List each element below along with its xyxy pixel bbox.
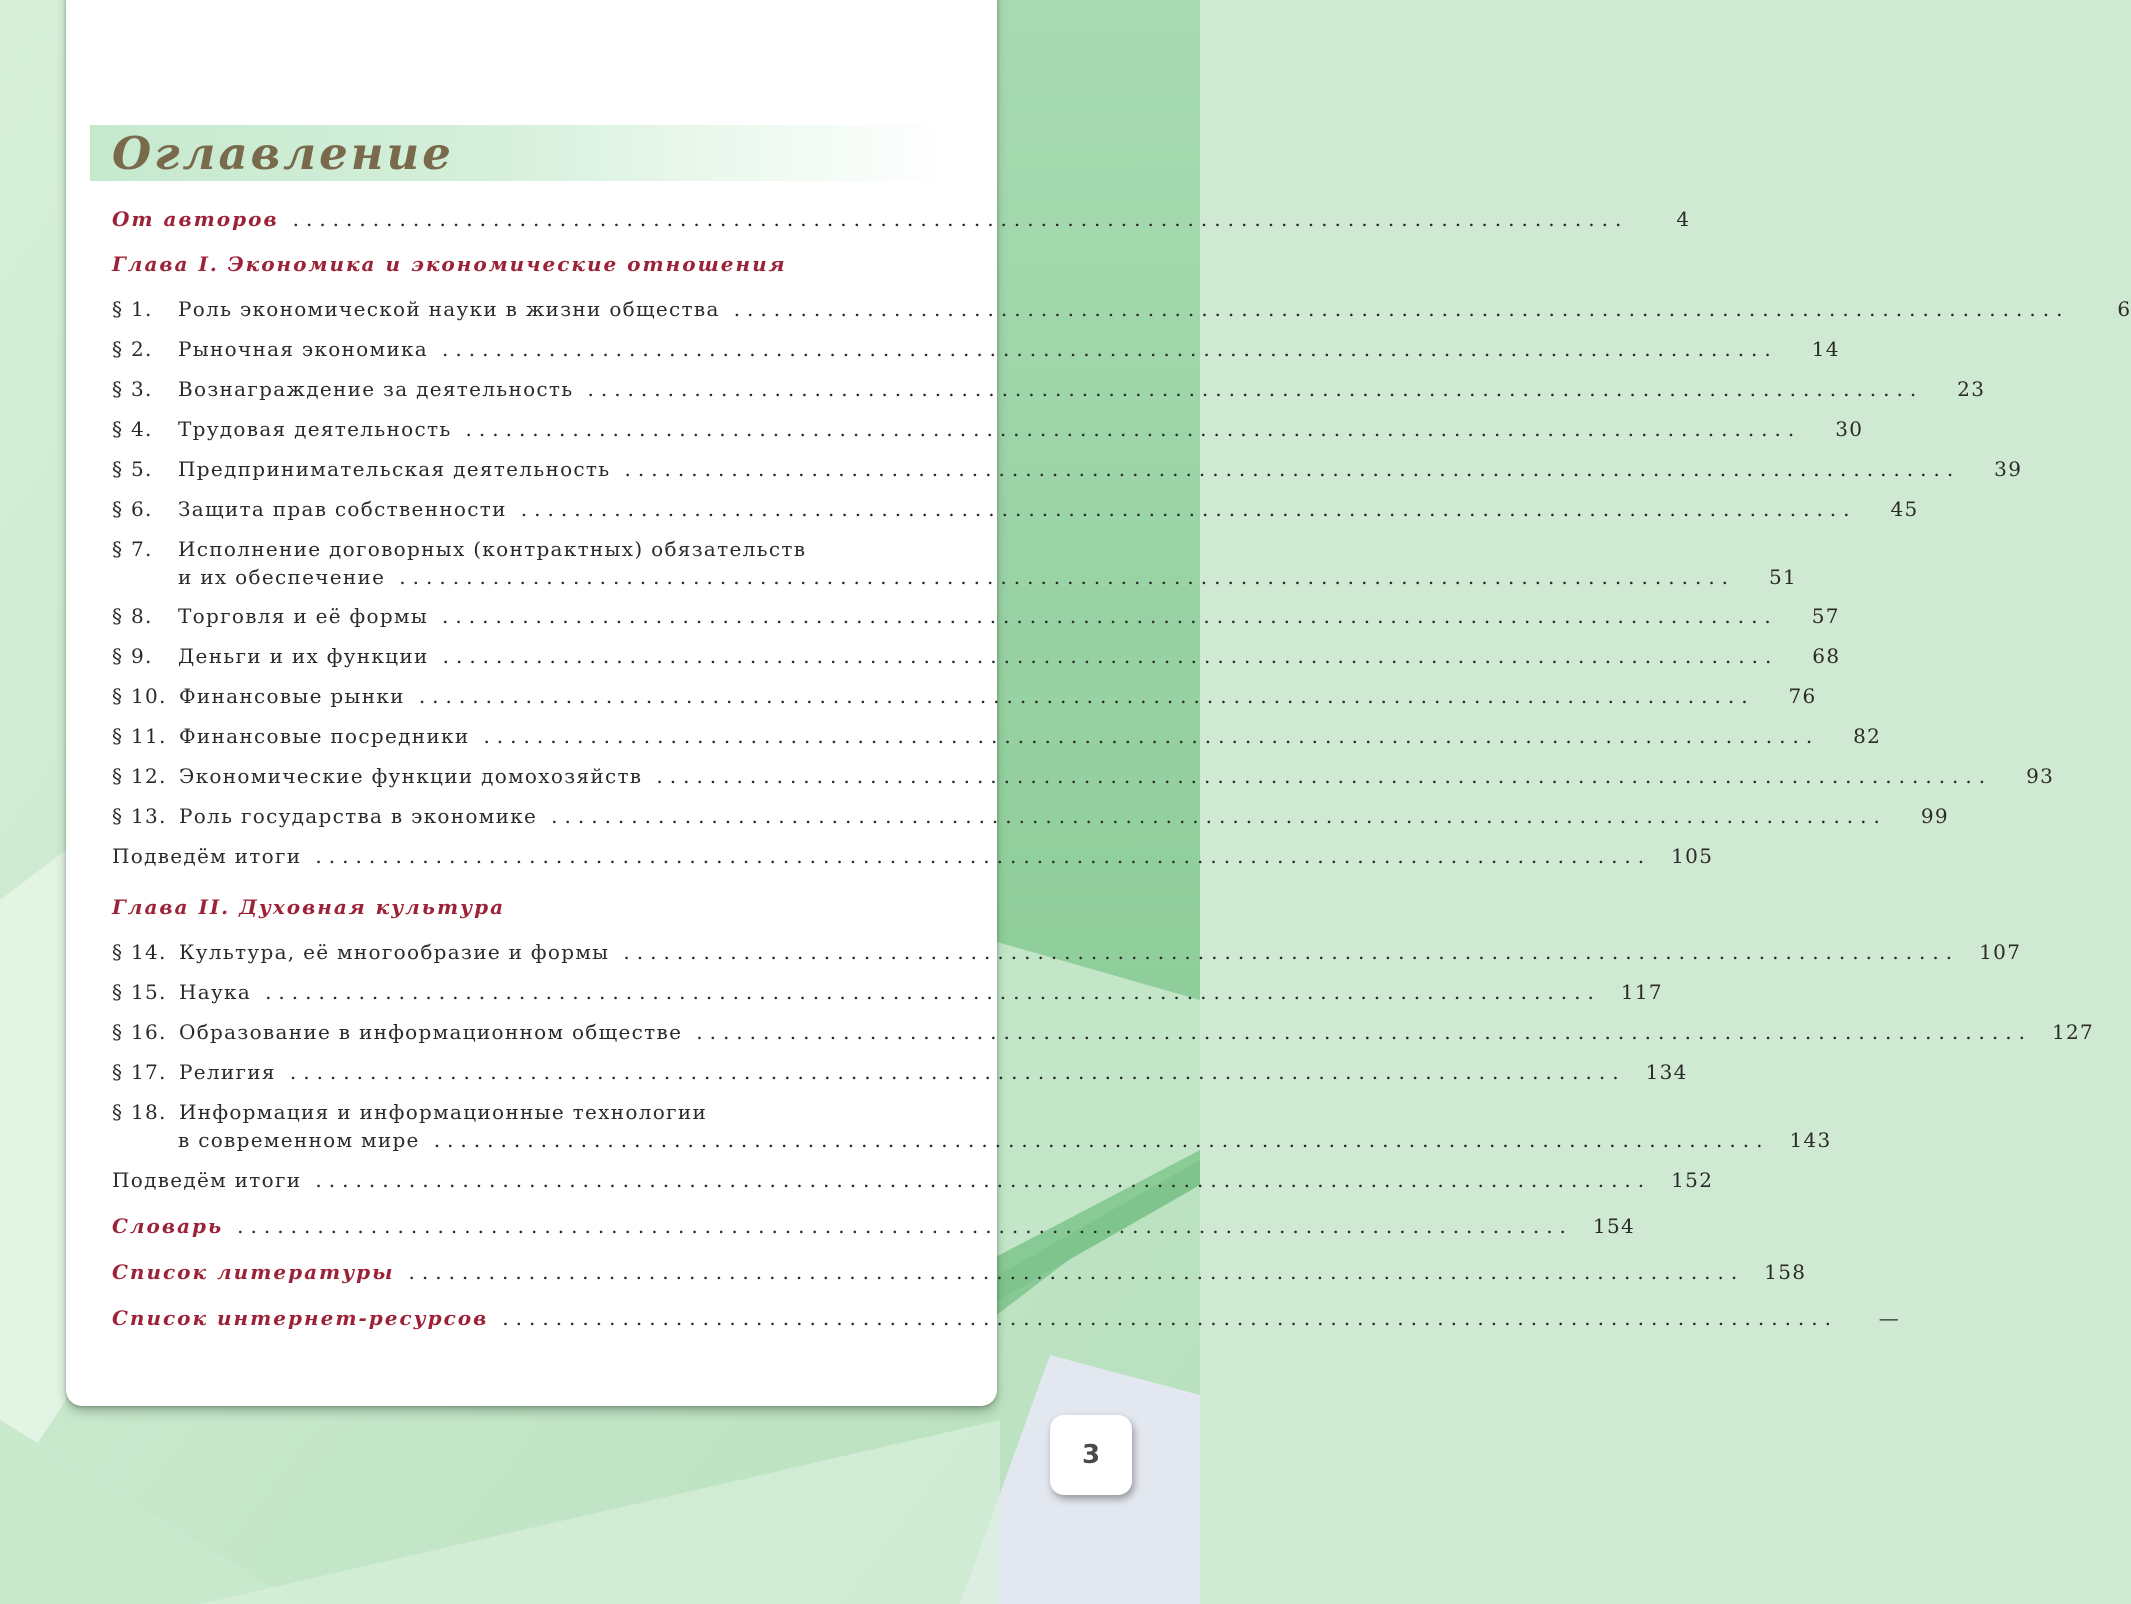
dot-leader: ....................................................................................................: [399, 565, 1736, 589]
page-ref: 105: [1671, 844, 1714, 868]
section-number: § 2.: [112, 337, 153, 361]
entry-title: Исполнение договорных (контрактных) обязательств: [178, 537, 807, 561]
entry-title: Экономические функции домохозяйств: [179, 764, 643, 788]
page-ref: 152: [1671, 1168, 1714, 1192]
toc-entry-p2[interactable]: [112, 335, 1840, 363]
entry-title: Наука: [179, 980, 252, 1004]
page-ref: 143: [1789, 1128, 1832, 1152]
page-ref: 23: [1957, 377, 1986, 401]
toc-entry-summary-1[interactable]: [112, 842, 1714, 870]
toc-entry-p12[interactable]: [112, 762, 2055, 790]
toc-entry-p13[interactable]: [112, 802, 1949, 830]
dot-leader: ....................................................................................................: [418, 684, 1755, 708]
section-number: § 4.: [112, 417, 153, 441]
dot-leader: ....................................................................................................: [289, 1060, 1626, 1084]
toc-entry-p5[interactable]: [112, 455, 2023, 483]
toc-entry-p9[interactable]: [112, 642, 1841, 670]
entry-title: Подведём итоги: [112, 844, 302, 868]
dot-leader: ....................................................................................................: [465, 417, 1802, 441]
section-number: § 7.: [112, 537, 153, 561]
section-number: § 10.: [112, 684, 167, 708]
toc-entry-from-authors[interactable]: [112, 205, 1691, 233]
toc-entry-p10[interactable]: [112, 682, 1817, 710]
page-ref: 57: [1811, 604, 1840, 628]
toc-entry-summary-2[interactable]: [112, 1166, 1714, 1194]
entry-title: Деньги и их функции: [178, 644, 429, 668]
toc-entry-p15[interactable]: [112, 978, 1663, 1006]
dot-leader: ....................................................................................................: [656, 764, 1993, 788]
section-number: § 15.: [112, 980, 167, 1004]
dot-leader: ....................................................................................................: [408, 1260, 1745, 1284]
section-number: § 13.: [112, 804, 167, 828]
section-number: § 16.: [112, 1020, 167, 1044]
dot-leader: ....................................................................................................: [696, 1020, 2032, 1044]
page-ref: 30: [1835, 417, 1864, 441]
toc-entry-internet-resources[interactable]: [112, 1304, 1901, 1332]
entry-title: Торговля и её формы: [178, 604, 429, 628]
section-number: § 12.: [112, 764, 167, 788]
toc-entry-p17[interactable]: [112, 1058, 1688, 1086]
section-number: § 6.: [112, 497, 153, 521]
section-number: § 5.: [112, 457, 153, 481]
page-ref: 117: [1620, 980, 1663, 1004]
section-number: § 3.: [112, 377, 153, 401]
entry-title: Роль государства в экономике: [179, 804, 538, 828]
dot-leader: ....................................................................................................: [551, 804, 1887, 828]
section-number: § 18.: [112, 1100, 167, 1124]
entry-title: От авторов: [112, 207, 279, 231]
page-ref: 99: [1920, 804, 1949, 828]
entry-title: Культура, её многообразие и формы: [179, 940, 610, 964]
page-ref: 127: [2051, 1020, 2095, 1044]
entry-title: Финансовые рынки: [179, 684, 405, 708]
section-number: § 17.: [112, 1060, 167, 1084]
section-number: § 14.: [112, 940, 167, 964]
entry-title: Защита прав собственности: [178, 497, 507, 521]
page-ref: 68: [1812, 644, 1841, 668]
toc-entry-p11[interactable]: [112, 722, 1882, 750]
page-ref: 45: [1890, 497, 1919, 521]
dot-leader: ....................................................................................................: [442, 604, 1778, 628]
toc-entry-p3[interactable]: [112, 375, 1986, 403]
chapter-heading-1[interactable]: Глава I. Экономика и экономические отношения: [112, 252, 787, 276]
entry-title: Рыночная экономика: [178, 337, 429, 361]
dot-leader: ....................................................................................................: [442, 644, 1779, 668]
toc-entry-p1[interactable]: [112, 295, 2131, 323]
entry-title: Религия: [179, 1060, 276, 1084]
entry-title: Информация и информационные технологии: [179, 1100, 708, 1124]
page-ref: 158: [1764, 1260, 1807, 1284]
page-ref: 6: [2117, 297, 2131, 321]
entry-title: Роль экономической науки в жизни общества: [178, 297, 720, 321]
toc-entry-p18[interactable]: [112, 1098, 1832, 1154]
page-ref: 93: [2026, 764, 2055, 788]
entry-title: Трудовая деятельность: [178, 417, 452, 441]
page-ref: 107: [1979, 940, 2022, 964]
dot-leader: ....................................................................................................: [315, 844, 1652, 868]
section-number: § 11.: [112, 724, 167, 748]
page-ref: 51: [1768, 565, 1798, 589]
page-ref: 14: [1811, 337, 1840, 361]
dot-leader: ....................................................................................................: [483, 724, 1820, 748]
toc-entry-p8[interactable]: [112, 602, 1840, 630]
dot-leader: ....................................................................................................: [624, 457, 1961, 481]
entry-title: Словарь: [112, 1214, 224, 1238]
toc-entry-glossary[interactable]: [112, 1212, 1635, 1240]
entry-title: Вознаграждение за деятельность: [178, 377, 574, 401]
toc-entry-p7[interactable]: [112, 535, 1798, 591]
entry-title: Финансовые посредники: [179, 724, 470, 748]
entry-title: Список литературы: [112, 1260, 395, 1284]
page-ref: —: [1878, 1306, 1901, 1330]
toc-entry-p4[interactable]: [112, 415, 1864, 443]
dot-leader: ....................................................................................................: [733, 297, 2070, 321]
page-ref: 82: [1853, 724, 1882, 748]
entry-title: Список интернет-ресурсов: [112, 1306, 489, 1330]
page-number-badge: 3: [1050, 1415, 1132, 1495]
dot-leader: ....................................................................................................: [292, 207, 1629, 231]
dot-leader: ....................................................................................................: [623, 940, 1960, 964]
toc-entry-p6[interactable]: [112, 495, 1919, 523]
section-number: § 9.: [112, 644, 153, 668]
section-number: § 1.: [112, 297, 153, 321]
chapter-heading-2[interactable]: Глава II. Духовная культура: [112, 895, 506, 919]
toc-entry-literature[interactable]: [112, 1258, 1807, 1286]
page-ref: 154: [1592, 1214, 1635, 1238]
dot-leader: ....................................................................................................: [265, 980, 1601, 1004]
page-ref: 4: [1676, 207, 1691, 231]
entry-title: Подведём итоги: [112, 1168, 302, 1192]
dot-leader: ....................................................................................................: [315, 1168, 1652, 1192]
dot-leader: ....................................................................................................: [502, 1306, 1839, 1330]
entry-title: Образование в информационном обществе: [179, 1020, 683, 1044]
section-number: § 8.: [112, 604, 153, 628]
page-ref: 76: [1788, 684, 1817, 708]
page-ref: 39: [1994, 457, 2023, 481]
dot-leader: ....................................................................................................: [442, 337, 1778, 361]
entry-title: Предпринимательская деятельность: [178, 457, 611, 481]
dot-leader: ....................................................................................................: [237, 1214, 1573, 1238]
page-ref: 134: [1645, 1060, 1688, 1084]
toc-entry-p16[interactable]: [112, 1018, 2095, 1046]
page-title: Оглавление: [112, 127, 454, 180]
toc-entry-p14[interactable]: [112, 938, 2022, 966]
dot-leader: ....................................................................................................: [520, 497, 1857, 521]
dot-leader: ....................................................................................................: [433, 1128, 1770, 1152]
entry-title-continued: и их обеспечение: [178, 565, 386, 589]
dot-leader: ....................................................................................................: [587, 377, 1924, 401]
entry-title-continued: в современном мире: [178, 1128, 420, 1152]
